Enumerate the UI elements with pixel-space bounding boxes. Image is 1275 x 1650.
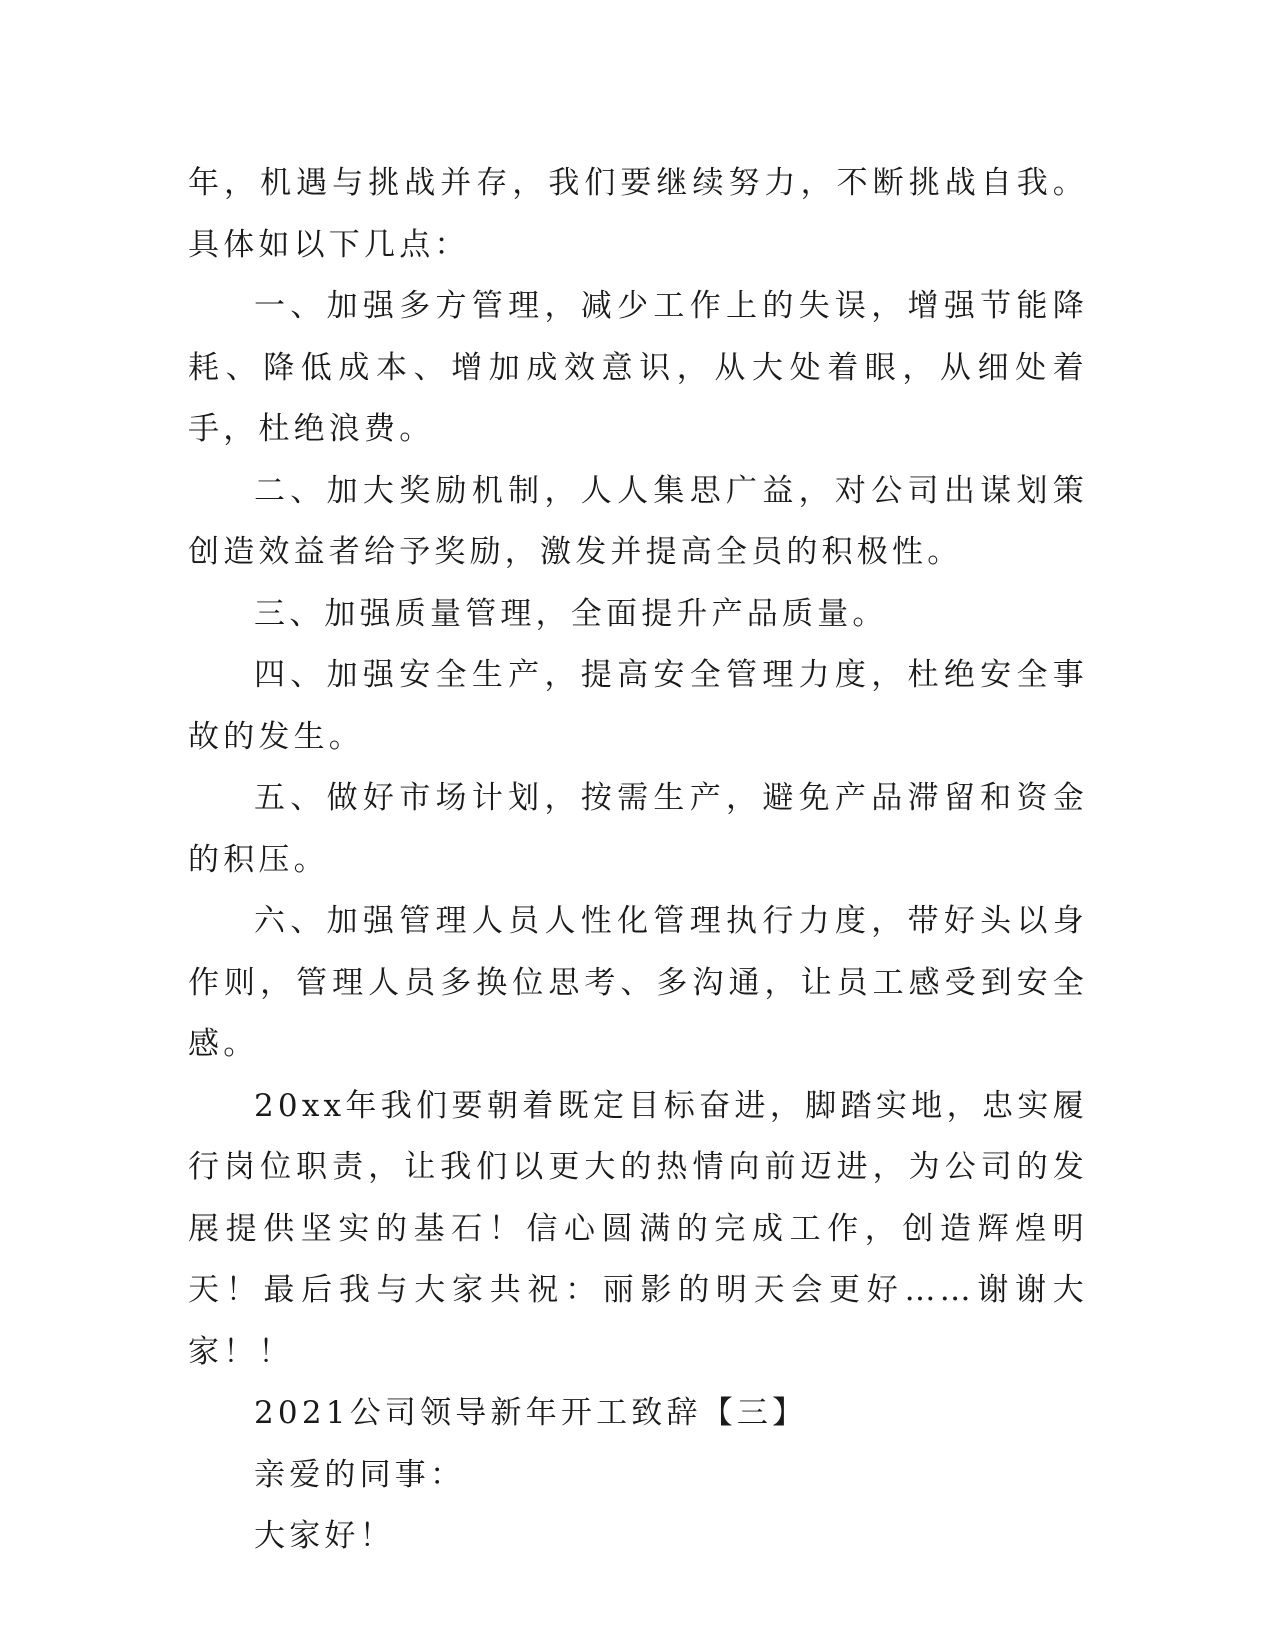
- paragraph-point-three: 三、加强质量管理，全面提升产品质量。: [254, 595, 888, 632]
- paragraph-closing: 20xx年我们要朝着既定目标奋进，脚踏实地，忠实履行岗位职责，让我们以更大的热情向前迈进，为公司的发展提供坚实的基石！信心圆满的完成工作，创造辉煌明天！最后我与大家共祝：丽影的明天会更好……谢谢大家！！: [188, 1087, 1088, 1370]
- document-body: [188, 153, 1088, 1568]
- paragraph-point-two: 二、加大奖励机制，人人集思广益，对公司出谋划策创造效益者给予奖励，激发并提高全员的积极性。: [188, 472, 1088, 570]
- section-heading: 2021公司领导新年开工致辞【三】: [254, 1395, 808, 1431]
- paragraph-point-six: 六、加强管理人员人性化管理执行力度，带好头以身作则，管理人员多换位思考、多沟通，让员工感受到安全感。: [188, 903, 1088, 1062]
- salutation: 亲爱的同事：: [254, 1456, 466, 1493]
- paragraph-point-one: 一、加强多方管理，减少工作上的失误，增强节能降耗、降低成本、增加成效意识，从大处着眼，从细处着手，杜绝浪费。: [188, 288, 1088, 447]
- greeting: 大家好！: [254, 1518, 395, 1554]
- paragraph-intro-continuation: 年，机遇与挑战并存，我们要继续努力，不断挑战自我。具体如以下几点：: [188, 165, 1088, 263]
- paragraph-point-four: 四、加强安全生产，提高安全管理力度，杜绝安全事故的发生。: [188, 657, 1088, 755]
- paragraph-point-five: 五、做好市场计划，按需生产，避免产品滞留和资金的积压。: [188, 780, 1088, 878]
